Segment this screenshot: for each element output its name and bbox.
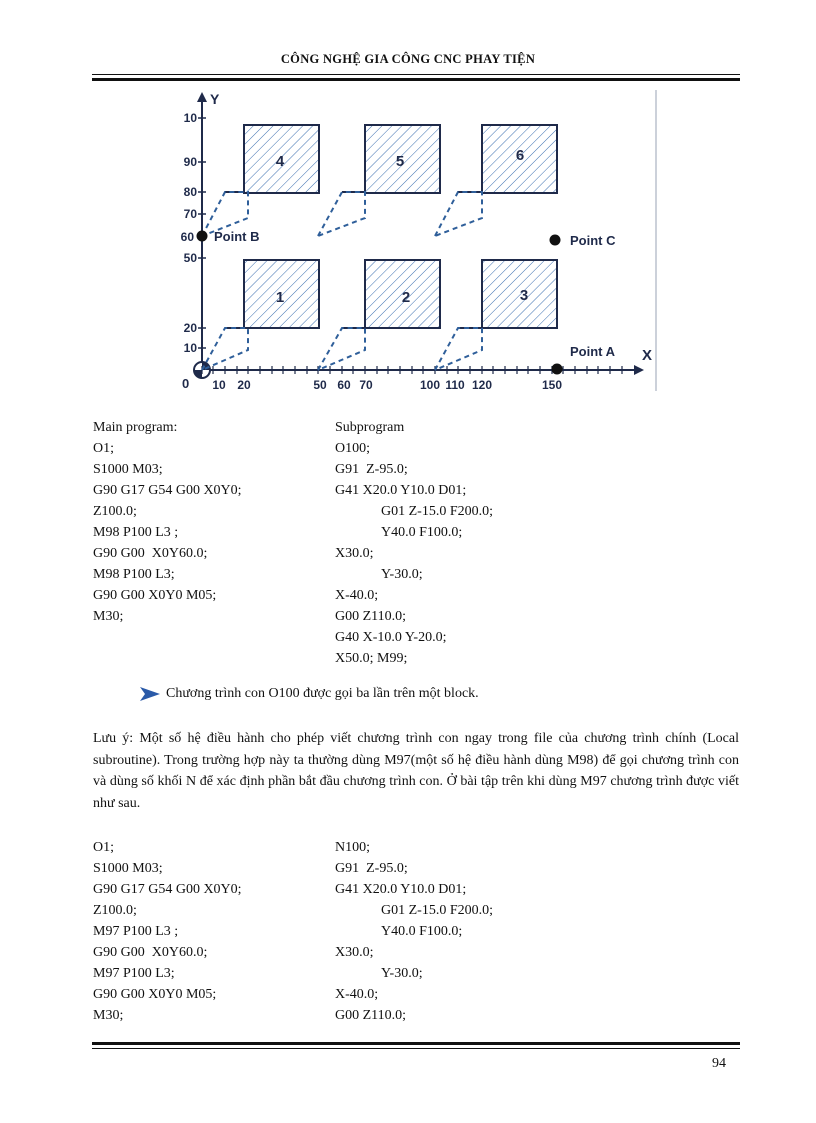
pocket-layout-figure	[172, 88, 662, 393]
code-line: Y-30.0;	[381, 966, 423, 981]
x-tick-label: 110	[445, 378, 465, 392]
code-line: G00 Z110.0;	[335, 609, 407, 624]
header-rule-thick	[92, 78, 740, 81]
main-program-listing	[93, 417, 242, 627]
code-line: G91 Z-95.0;	[335, 861, 408, 876]
x-tick-label: 10	[212, 378, 226, 392]
x-tick-label: 120	[471, 378, 493, 392]
x-tick-label: 60	[337, 378, 351, 392]
code-line: G41 X20.0 Y10.0 D01;	[335, 882, 467, 897]
x-tick-label: 150	[541, 378, 563, 392]
code-line: G01 Z-15.0 F200.0;	[381, 903, 493, 918]
code-line: G90 G00 X0Y0 M05;	[93, 588, 217, 603]
code-line: M97 P100 L3;	[93, 966, 175, 981]
code-line: G41 X20.0 Y10.0 D01;	[335, 483, 467, 498]
x-axis-arrow-icon	[634, 365, 644, 375]
local-subroutine-listing	[335, 837, 493, 1026]
main-program-title: Main program:	[93, 420, 178, 435]
origin-label: 0	[182, 376, 190, 391]
code-line: M97 P100 L3 ;	[93, 924, 179, 939]
code-line: X30.0;	[335, 945, 374, 960]
code-line: X50.0; M99;	[335, 651, 408, 666]
code-line: Y40.0 F100.0;	[381, 924, 463, 939]
code-line: N100;	[335, 840, 370, 855]
footer-rule-thin	[92, 1048, 740, 1049]
code-line: M30;	[93, 609, 124, 624]
code-line: G90 G00 X0Y60.0;	[93, 945, 208, 960]
code-line: G00 Z110.0;	[335, 1008, 407, 1023]
code-line: X-40.0;	[335, 588, 379, 603]
x-tick-label: 70	[359, 378, 373, 392]
code-line: Y40.0 F100.0;	[381, 525, 463, 540]
code-line: S1000 M03;	[93, 861, 163, 876]
y-tick-label: 90	[183, 155, 197, 169]
note-line	[140, 683, 479, 704]
point-c-label: Point C	[570, 233, 616, 248]
x-tick-label: 50	[313, 378, 327, 392]
pocket-label: 5	[395, 153, 405, 170]
pocket-label: 2	[401, 289, 411, 306]
code-line: O1;	[93, 441, 114, 456]
subprogram-listing	[335, 417, 493, 669]
y-axis-label: Y	[210, 91, 220, 107]
code-line: Z100.0;	[93, 504, 137, 519]
x-tick-label: 20	[237, 378, 251, 392]
code-line: X-40.0;	[335, 987, 379, 1002]
code-line: G90 G17 G54 G00 X0Y0;	[93, 483, 242, 498]
code-line: G40 X-10.0 Y-20.0;	[335, 630, 447, 645]
code-line: G90 G00 X0Y0 M05;	[93, 987, 217, 1002]
subprogram-title: Subprogram	[335, 420, 405, 435]
arrow-icon	[140, 687, 160, 701]
code-line: O100;	[335, 441, 370, 456]
y-tick-label: 80	[183, 185, 197, 199]
pocket-label: 6	[515, 147, 525, 164]
y-tick-label: 20	[183, 321, 197, 335]
y-tick-label: 50	[183, 251, 197, 265]
y-tick-label: 10	[183, 111, 197, 125]
pocket-label: 1	[275, 289, 285, 306]
x-tick-label: 100	[419, 378, 441, 392]
code-line: S1000 M03;	[93, 462, 163, 477]
code-line: M30;	[93, 1008, 124, 1023]
point-a-label: Point A	[570, 344, 616, 359]
note-paragraph: Lưu ý: Một số hệ điều hành cho phép viết chương trình con ngay trong file của chương trình chính (Local subroutine). Trong trường hợp này ta thường dùng M97(một số hệ điều hành dùng M98) để gọi chương trình con và dùng số khối N để xác định phần bắt đầu chương trình con. Ở bài tập trên khi dùng M97 chương trình được viết như sau.	[93, 731, 739, 811]
pocket-label: 4	[275, 153, 285, 170]
header-rule-thin	[92, 74, 740, 75]
y-tick-label: 70	[183, 207, 197, 221]
point-b-marker	[197, 231, 208, 242]
footer-rule-thick	[92, 1042, 740, 1045]
pocket-label: 3	[519, 287, 529, 304]
y-axis-arrow-icon	[197, 92, 207, 102]
x-axis-label: X	[642, 347, 653, 364]
code-line: Y-30.0;	[381, 567, 423, 582]
code-line: O1;	[93, 840, 114, 855]
y-tick-label: 60	[180, 230, 194, 244]
y-tick-label: 10	[183, 341, 197, 355]
code-line: X30.0;	[335, 546, 374, 561]
point-c-marker	[550, 235, 561, 246]
page-header-title: CÔNG NGHỆ GIA CÔNG CNC PHAY TIỆN	[280, 52, 536, 66]
code-line: M98 P100 L3;	[93, 567, 175, 582]
point-b-label: Point B	[214, 229, 260, 244]
page-number: 94	[712, 1056, 726, 1071]
code-line: G90 G00 X0Y60.0;	[93, 546, 208, 561]
note-text: Chương trình con O100 được gọi ba lần trên một block.	[166, 686, 479, 701]
code-line: M98 P100 L3 ;	[93, 525, 179, 540]
local-main-program-listing	[93, 837, 242, 1026]
code-line: G01 Z-15.0 F200.0;	[381, 504, 493, 519]
code-line: G90 G17 G54 G00 X0Y0;	[93, 882, 242, 897]
code-line: Z100.0;	[93, 903, 137, 918]
point-a-marker	[552, 364, 563, 375]
code-line: G91 Z-95.0;	[335, 462, 408, 477]
